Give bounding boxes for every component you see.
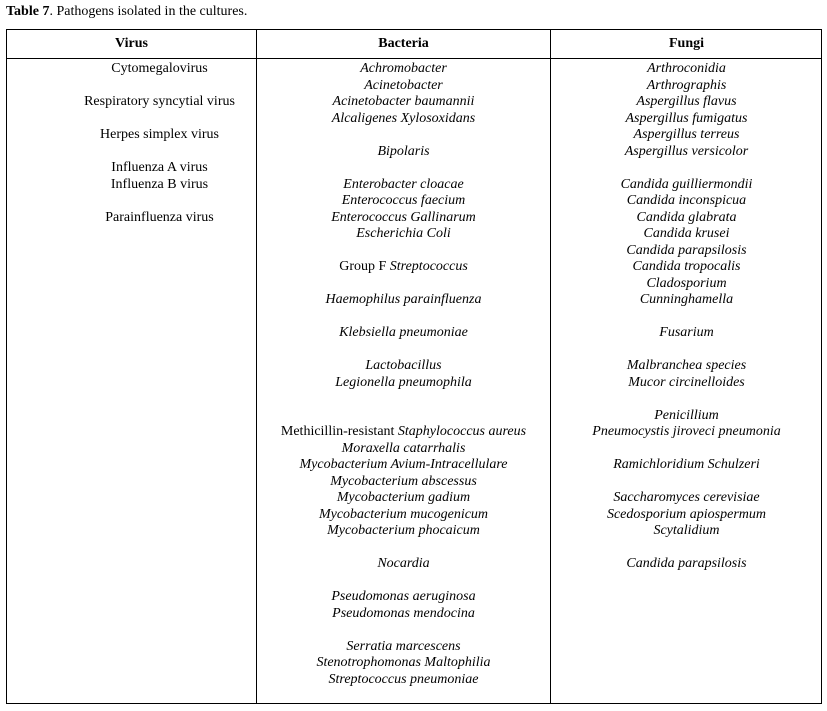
bacteria-item bbox=[257, 259, 550, 276]
fungi-item: Scytalidium bbox=[653, 523, 720, 538]
bacteria-item bbox=[257, 408, 550, 425]
bacteria-item bbox=[257, 309, 550, 326]
bacteria-item bbox=[257, 540, 550, 557]
bacteria-item bbox=[257, 160, 550, 177]
virus-item: Influenza B virus bbox=[110, 176, 209, 192]
fungi-item: Aspergillus flavus bbox=[636, 94, 737, 109]
bacteria-item-name: Stenotrophomonas Maltophilia bbox=[316, 655, 491, 670]
bacteria-item bbox=[257, 391, 550, 408]
fungi-item: Candida inconspicua bbox=[626, 193, 747, 208]
bacteria-item bbox=[257, 672, 550, 689]
header-fungi: Fungi bbox=[668, 36, 704, 51]
fungi-item: Cunninghamella bbox=[639, 292, 734, 307]
bacteria-item bbox=[257, 78, 550, 95]
bacteria-item-name: Enterococcus faecium bbox=[341, 193, 466, 208]
bacteria-item bbox=[257, 61, 550, 78]
fungi-item: Scedosporium apiospermum bbox=[606, 506, 767, 522]
bacteria-item-name: Pseudomonas aeruginosa bbox=[331, 589, 476, 604]
fungi-item: Penicillium bbox=[654, 407, 719, 423]
bacteria-item-name: Alcaligenes Xylosoxidans bbox=[331, 110, 476, 126]
bacteria-item bbox=[257, 325, 550, 342]
bacteria-item-name: Nocardia bbox=[377, 556, 430, 571]
table-label: Table 7 bbox=[6, 4, 50, 19]
fungi-item bbox=[551, 160, 822, 177]
virus-item: Influenza A virus bbox=[111, 160, 208, 175]
fungi-item bbox=[551, 391, 822, 408]
fungi-item: Pneumocystis jiroveci pneumonia bbox=[592, 424, 781, 439]
fungi-item: Candida tropocalis bbox=[632, 259, 741, 274]
fungi-item: Candida krusei bbox=[643, 226, 730, 241]
pathogens-table bbox=[6, 29, 822, 704]
virus-item: Parainfluenza virus bbox=[105, 209, 214, 225]
bacteria-item bbox=[257, 622, 550, 639]
header-virus: Virus bbox=[115, 36, 148, 51]
table-caption-text: . Pathogens isolated in the cultures. bbox=[49, 4, 248, 19]
fungi-item: Arthroconidia bbox=[647, 61, 726, 76]
bacteria-item bbox=[257, 606, 550, 623]
bacteria-item bbox=[257, 490, 550, 507]
fungi-item: Candida parapsilosis bbox=[626, 556, 747, 571]
fungi-item bbox=[551, 441, 822, 458]
bacteria-item bbox=[257, 474, 550, 491]
bacteria-item-name: Staphylococcus aureus bbox=[397, 424, 527, 439]
bacteria-item-name: Mycobacterium abscessus bbox=[330, 473, 477, 489]
bacteria-item bbox=[257, 424, 550, 441]
bacteria-item bbox=[257, 507, 550, 524]
fungi-item: Candida parapsilosis bbox=[626, 242, 747, 258]
bacteria-item-name: Klebsiella pneumoniae bbox=[339, 325, 468, 340]
bacteria-item-name: Escherichia Coli bbox=[356, 226, 451, 241]
bacteria-item-name: Lactobacillus bbox=[365, 358, 442, 373]
bacteria-item bbox=[257, 342, 550, 359]
bacteria-item bbox=[257, 144, 550, 161]
fungi-item: Aspergillus versicolor bbox=[624, 143, 749, 159]
bacteria-item bbox=[257, 556, 550, 573]
bacteria-item bbox=[257, 127, 550, 144]
bacteria-item bbox=[257, 177, 550, 194]
fungi-item bbox=[551, 540, 822, 557]
header-bacteria: Bacteria bbox=[378, 36, 429, 51]
bacteria-column bbox=[257, 61, 550, 688]
bacteria-item bbox=[257, 655, 550, 672]
bacteria-item-name: Achromobacter bbox=[360, 61, 447, 76]
fungi-item: Aspergillus terreus bbox=[633, 127, 740, 142]
fungi-item: Arthrographis bbox=[646, 77, 727, 93]
bacteria-item bbox=[257, 573, 550, 590]
fungi-item: Cladosporium bbox=[646, 275, 727, 291]
bacteria-item bbox=[257, 94, 550, 111]
bacteria-item-name: Mycobacterium mucogenicum bbox=[318, 506, 489, 522]
virus-item: Herpes simplex virus bbox=[100, 127, 219, 142]
bacteria-item-name: Acinetobacter bbox=[364, 77, 443, 93]
fungi-item: Saccharomyces cerevisiae bbox=[613, 490, 760, 505]
bacteria-item-name: Acinetobacter baumannii bbox=[332, 94, 475, 109]
fungi-item: Candida guilliermondii bbox=[620, 176, 753, 192]
bacteria-item-name: Pseudomonas mendocina bbox=[332, 605, 475, 621]
bacteria-item-prefix: Methicillin-resistant bbox=[280, 424, 398, 439]
table-caption bbox=[6, 3, 247, 21]
bacteria-item-name: Streptococcus pneumoniae bbox=[328, 671, 479, 687]
bacteria-item-name: Moraxella catarrhalis bbox=[341, 440, 466, 456]
fungi-item: Mucor circinelloides bbox=[628, 374, 745, 390]
fungi-column bbox=[551, 61, 822, 573]
bacteria-item-name: Enterococcus Gallinarum bbox=[331, 209, 476, 225]
fungi-item bbox=[551, 342, 822, 359]
bacteria-item bbox=[257, 441, 550, 458]
bacteria-item bbox=[257, 226, 550, 243]
table-header-row bbox=[7, 30, 821, 59]
bacteria-item-name: Bipolaris bbox=[377, 143, 430, 159]
bacteria-item bbox=[257, 375, 550, 392]
bacteria-item-name: Serratia marcescens bbox=[346, 638, 461, 654]
fungi-item: Malbranchea species bbox=[626, 358, 747, 373]
virus-item: Respiratory syncytial virus bbox=[84, 94, 235, 109]
bacteria-item-prefix: Group F bbox=[339, 259, 390, 274]
virus-item: Cytomegalovirus bbox=[111, 61, 208, 76]
bacteria-item bbox=[257, 276, 550, 293]
bacteria-item-name: Haemophilus parainfluenza bbox=[325, 292, 482, 307]
bacteria-item-name: Enterobacter cloacae bbox=[343, 176, 464, 192]
bacteria-item bbox=[257, 210, 550, 227]
bacteria-item bbox=[257, 639, 550, 656]
bacteria-item bbox=[257, 111, 550, 128]
bacteria-item-name: Mycobacterium Avium-Intracellulare bbox=[299, 457, 508, 472]
bacteria-item bbox=[257, 292, 550, 309]
fungi-item: Aspergillus fumigatus bbox=[625, 110, 748, 126]
bacteria-item bbox=[257, 523, 550, 540]
bacteria-item bbox=[257, 589, 550, 606]
bacteria-item-name: Legionella pneumophila bbox=[335, 374, 472, 390]
bacteria-item bbox=[257, 358, 550, 375]
bacteria-item bbox=[257, 457, 550, 474]
bacteria-item-name: Mycobacterium gadium bbox=[336, 490, 471, 505]
fungi-item: Fusarium bbox=[659, 325, 714, 340]
bacteria-item bbox=[257, 243, 550, 260]
fungi-item: Candida glabrata bbox=[636, 209, 737, 225]
fungi-item: Ramichloridium Schulzeri bbox=[613, 457, 760, 472]
bacteria-item-name: Mycobacterium phocaicum bbox=[327, 523, 480, 538]
bacteria-item-name: Streptococcus bbox=[389, 259, 468, 274]
fungi-item bbox=[551, 309, 822, 326]
bacteria-item bbox=[257, 193, 550, 210]
fungi-item bbox=[551, 474, 822, 491]
